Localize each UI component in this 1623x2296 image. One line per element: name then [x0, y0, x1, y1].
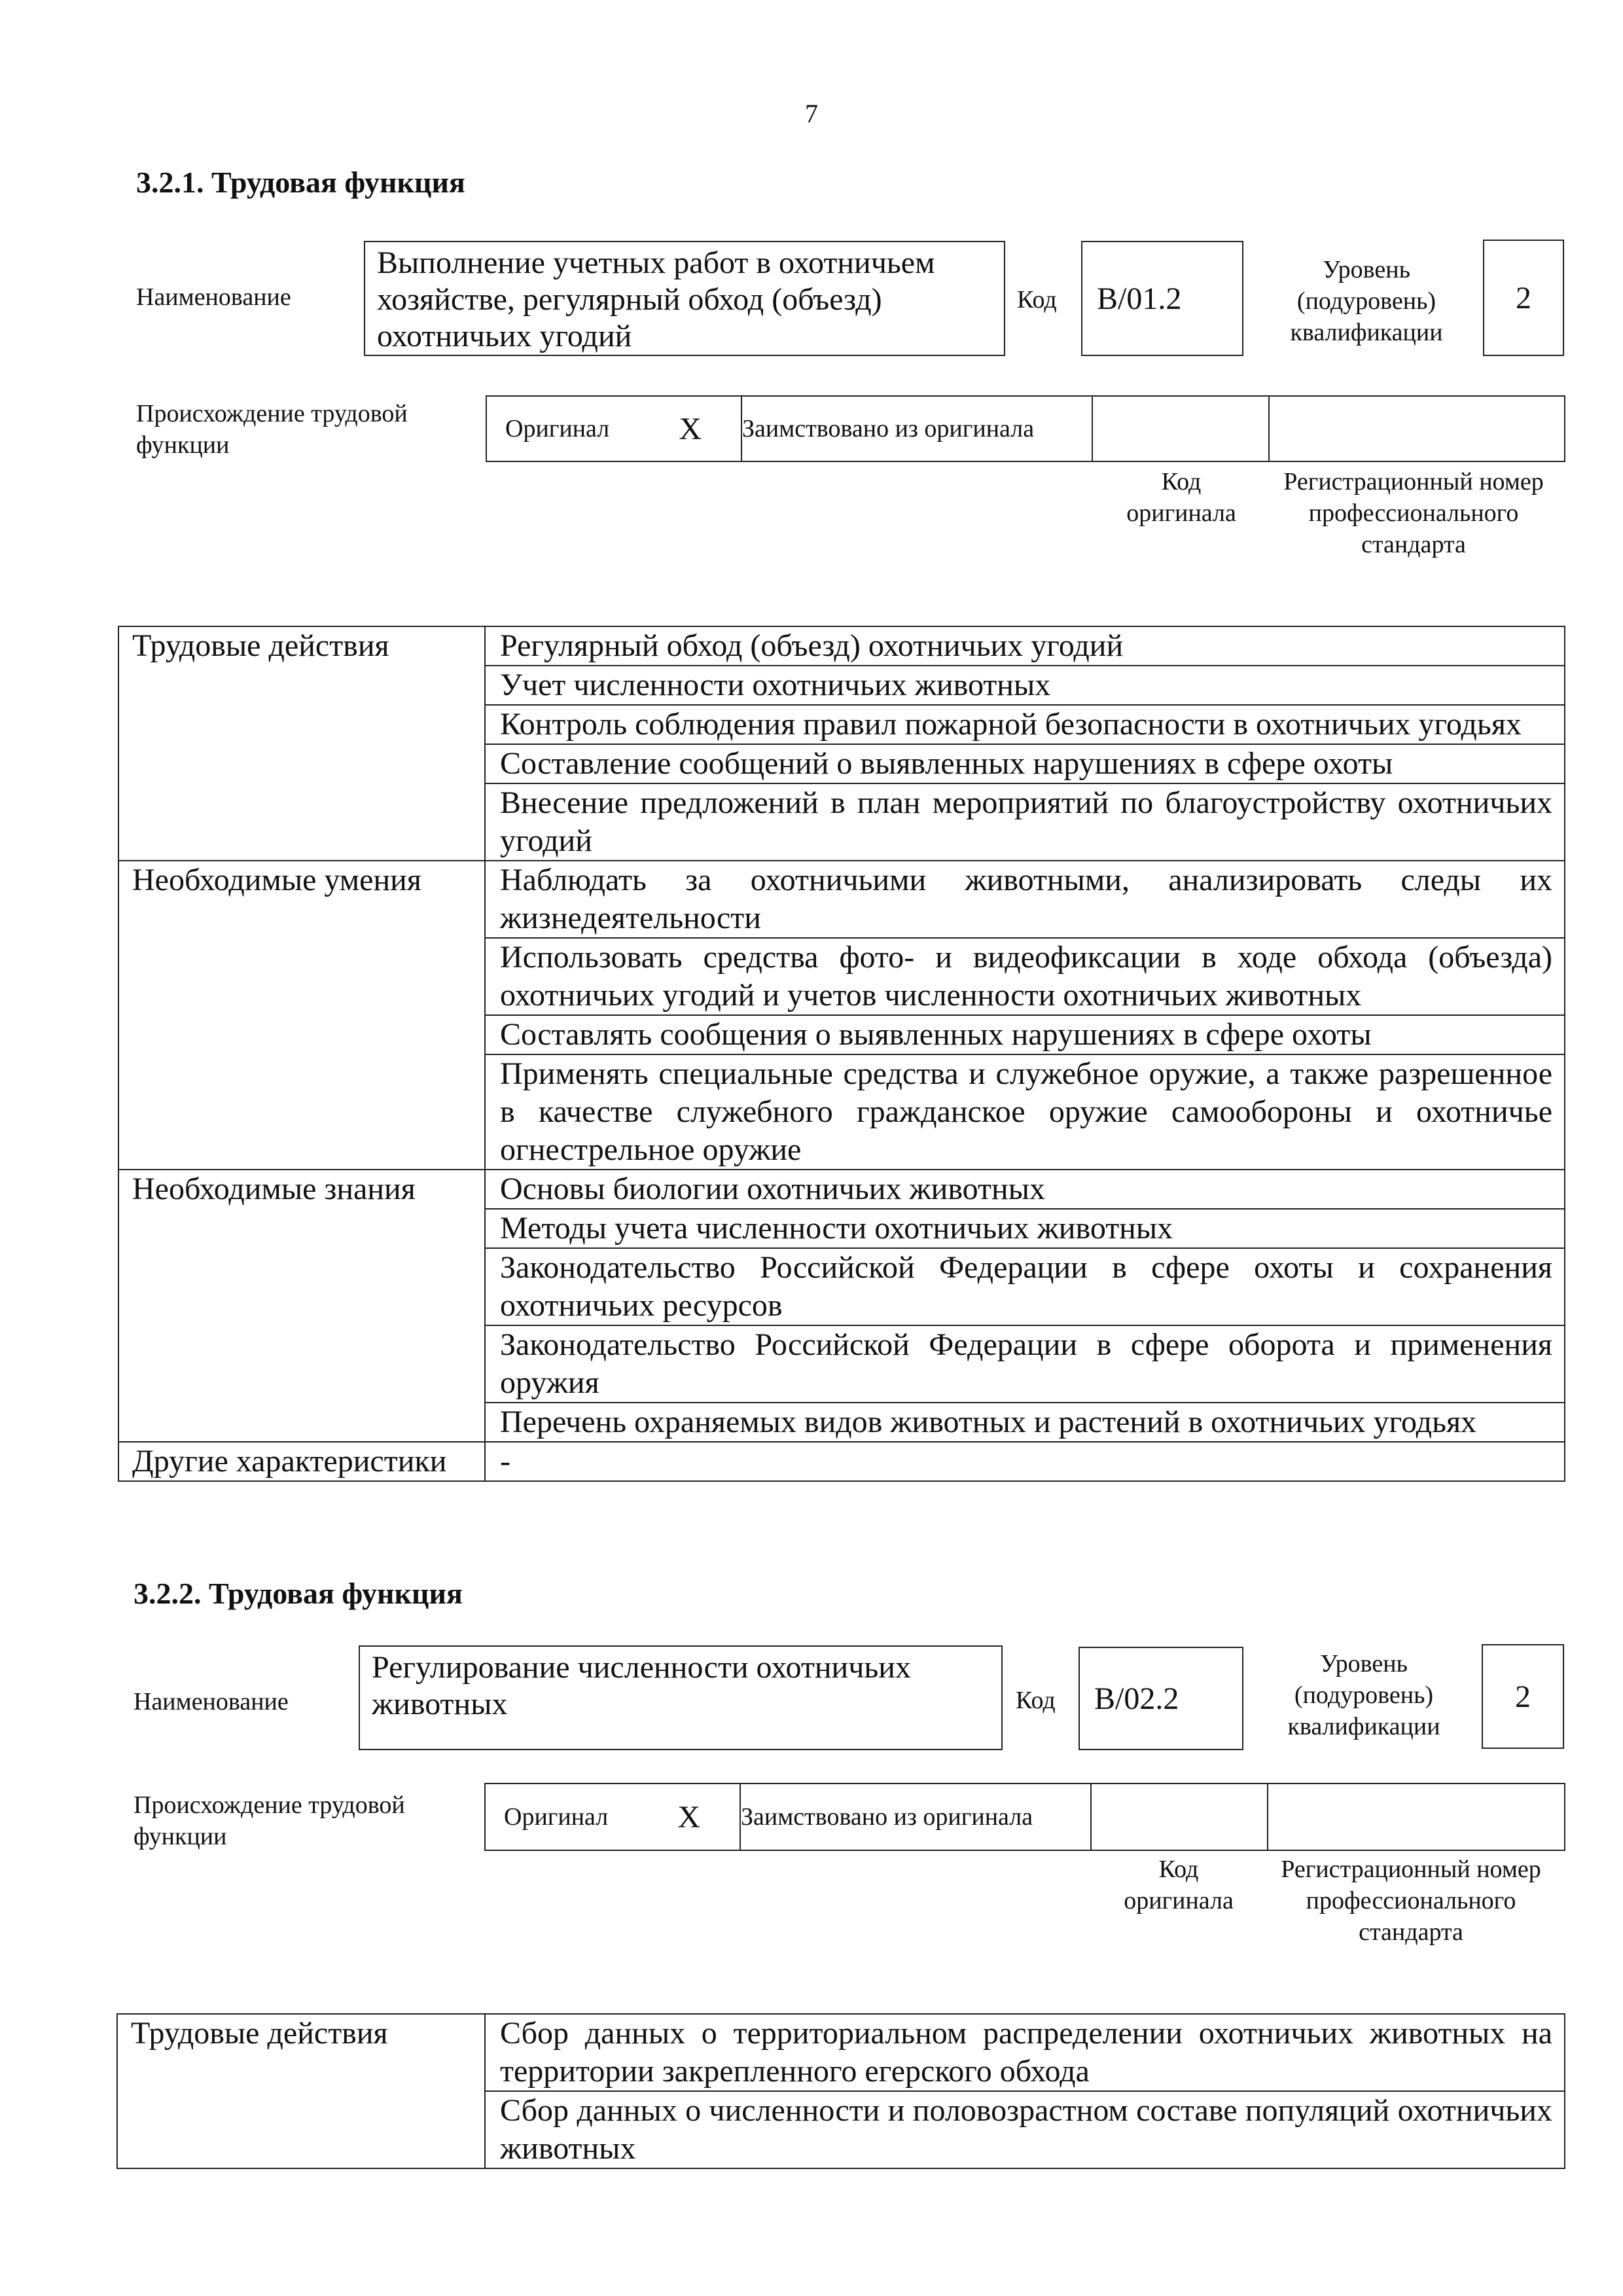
category-required-skills: Необходимые умения [118, 861, 485, 1170]
list-item: Составлять сообщения о выявленных нарушениях в сфере охоты [485, 1015, 1565, 1054]
borrowed-label: Заимствовано из оригинала [740, 1784, 1091, 1850]
code-label: Код [1017, 286, 1057, 314]
table-row [118, 626, 1565, 666]
list-item: Регулярный обход (объезд) охотничьих угодий [485, 626, 1565, 666]
function-name-value: Регулирование численности охотничьих животных [372, 1650, 911, 1721]
list-item: Использовать средства фото- и видеофиксации в ходе обхода (объезда) охотничьих угодий и учетов численности охотничьих животных [485, 938, 1565, 1015]
list-item: Законодательство Российской Федерации в сфере оборота и применения оружия [485, 1325, 1565, 1403]
page-number: 7 [805, 99, 818, 128]
function-details-table [116, 2013, 1565, 2169]
list-item: Наблюдать за охотничьими животными, анализировать следы их жизнедеятельности [485, 861, 1565, 938]
list-item: Основы биологии охотничьих животных [485, 1170, 1565, 1209]
level-box [1482, 1644, 1564, 1749]
name-label: Наименование [134, 1688, 289, 1715]
category-other-characteristics: Другие характеристики [118, 1442, 485, 1481]
original-code-cell [1092, 396, 1269, 461]
list-item: Методы учета численности охотничьих животных [485, 1209, 1565, 1248]
list-item: Учет численности охотничьих животных [485, 666, 1565, 705]
list-item: Составление сообщений о выявленных нарушениях в сфере охоты [485, 744, 1565, 783]
table-row [117, 2014, 1565, 2091]
function-name-box [359, 1645, 1003, 1750]
table-row [118, 861, 1565, 938]
original-code-caption: Код оригинала [1124, 1856, 1234, 1914]
code-box [1079, 1647, 1243, 1750]
borrowed-label: Заимствовано из оригинала [741, 396, 1092, 461]
level-value: 2 [1515, 1679, 1531, 1714]
table-row [118, 1442, 1565, 1481]
list-item: Сбор данных о численности и половозрастном составе популяций охотничьих животных [485, 2091, 1565, 2168]
function-details-table [118, 626, 1565, 1482]
function-name-box [364, 241, 1005, 356]
origin-label: Происхождение трудовой функции [134, 1791, 405, 1850]
category-labor-actions: Трудовые действия [117, 2014, 485, 2168]
level-label: Уровень (подуровень) квалификации [1290, 256, 1443, 346]
name-label: Наименование [136, 283, 291, 311]
reg-number-caption: Регистрационный номер профессионального стандарта [1281, 1856, 1541, 1946]
table-row [118, 1170, 1565, 1209]
code-value: B/02.2 [1094, 1681, 1179, 1716]
original-cell [487, 411, 741, 447]
reg-number-cell [1268, 1784, 1565, 1850]
original-mark: X [677, 1799, 700, 1835]
code-label: Код [1016, 1687, 1056, 1714]
original-cell [486, 1799, 740, 1835]
origin-label: Происхождение трудовой функции [136, 400, 408, 459]
section-title-3-2-2: 3.2.2. Трудовая функция [134, 1577, 463, 1610]
list-item: - [485, 1442, 1565, 1481]
list-item: Законодательство Российской Федерации в сфере охоты и сохранения охотничьих ресурсов [485, 1248, 1565, 1325]
list-item: Внесение предложений в план мероприятий по благоустройству охотничьих угодий [485, 783, 1565, 861]
list-item: Сбор данных о территориальном распределении охотничьих животных на территории закрепленного егерского обхода [485, 2014, 1565, 2091]
category-labor-actions: Трудовые действия [118, 626, 485, 861]
reg-number-cell [1269, 396, 1565, 461]
original-code-cell [1091, 1784, 1268, 1850]
original-label: Оригинал [504, 1803, 609, 1831]
level-label: Уровень (подуровень) квалификации [1287, 1650, 1440, 1740]
level-box [1483, 240, 1564, 356]
origin-table [486, 395, 1565, 462]
level-value: 2 [1516, 280, 1531, 315]
original-mark: X [679, 411, 702, 446]
code-box [1081, 241, 1243, 356]
origin-table [484, 1783, 1565, 1851]
function-name-value: Выполнение учетных работ в охотничьем хозяйстве, регулярный обход (объезд) охотничьих угодий [377, 245, 935, 353]
list-item: Применять специальные средства и служебное оружие, а также разрешенное в качестве служебного гражданское оружие самообороны и охотничье огнестрельное оружие [485, 1054, 1565, 1170]
reg-number-caption: Регистрационный номер профессионального стандарта [1283, 468, 1544, 558]
section-title-3-2-1: 3.2.1. Трудовая функция [136, 166, 465, 199]
original-code-caption: Код оригинала [1126, 468, 1236, 527]
list-item: Перечень охраняемых видов животных и растений в охотничьих угодьях [485, 1403, 1565, 1442]
category-required-knowledge: Необходимые знания [118, 1170, 485, 1442]
code-value: B/01.2 [1097, 281, 1182, 316]
list-item: Контроль соблюдения правил пожарной безопасности в охотничьих угодьях [485, 705, 1565, 744]
original-label: Оригинал [505, 415, 610, 442]
